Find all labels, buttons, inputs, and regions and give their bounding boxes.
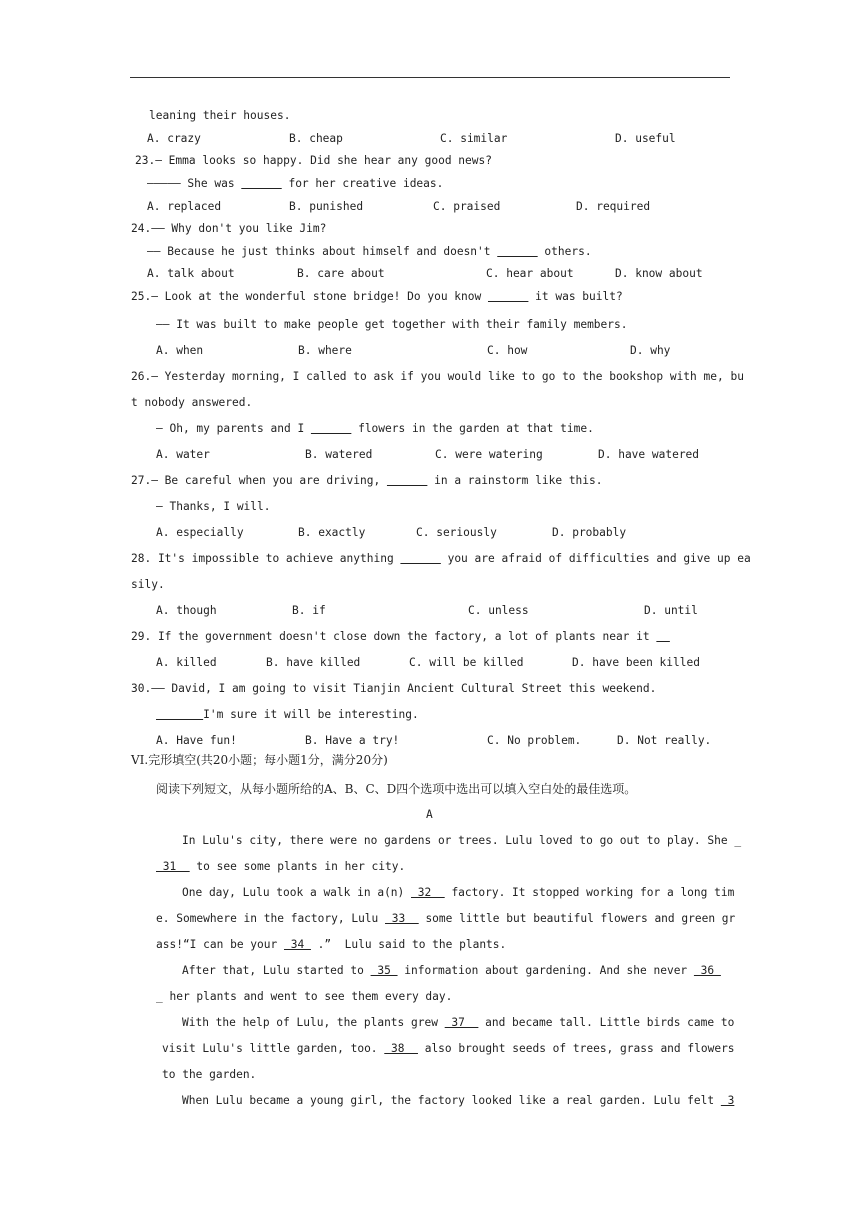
q24-question: 24.—— Why don't you like Jim? (131, 222, 327, 235)
passage-line: e. Somewhere in the factory, Lulu 33 some little but beautiful flowers and green gr (156, 912, 736, 925)
q23-option-a[interactable]: A. replaced (147, 200, 222, 213)
q29-option-b[interactable]: B. have killed (266, 656, 361, 669)
q26-option-a[interactable]: A. water (156, 448, 210, 461)
q27-option-c[interactable]: C. seriously (416, 526, 497, 539)
q25-option-d[interactable]: D. why (630, 344, 671, 357)
blank-34[interactable]: 34 (283, 938, 311, 951)
q23-question: 23.— Emma looks so happy. Did she hear any good news? (135, 154, 492, 167)
blank-31[interactable]: 31 (156, 860, 190, 873)
q27-option-a[interactable]: A. especially (156, 526, 244, 539)
q25-option-b[interactable]: B. where (298, 344, 352, 357)
q22-continuation: leaning their houses. (149, 109, 291, 122)
q29-question: 29. If the government doesn't close down the factory, a lot of plants near it (131, 630, 670, 644)
q25-option-a[interactable]: A. when (156, 344, 204, 357)
q25-blank[interactable] (488, 290, 528, 303)
header-rule (130, 77, 730, 78)
q29-option-a[interactable]: A. killed (156, 656, 217, 669)
q30-response: I'm sure it will be interesting. (156, 708, 419, 722)
q26-response: — Oh, my parents and I flowers in the garden at that time. (156, 422, 594, 435)
q30-option-c[interactable]: C. No problem. (487, 734, 582, 747)
q22-option-b[interactable]: B. cheap (289, 132, 343, 145)
passage-line: ass!“I can be your 34 .” Lulu said to the plants. (156, 938, 507, 951)
blank-32[interactable]: 32 (411, 886, 445, 899)
q24-option-c[interactable]: C. hear about (486, 267, 574, 280)
passage-line: to the garden. (162, 1068, 257, 1081)
q22-option-a[interactable]: A. crazy (147, 132, 201, 145)
q24-blank[interactable] (497, 245, 537, 258)
q28-option-b[interactable]: B. if (292, 604, 326, 617)
section-instruction: 阅读下列短文，从每小题所给的A、B、C、D四个选项中选出可以填入空白处的最佳选项。 (156, 782, 637, 796)
q28-question-line2: sily. (131, 578, 165, 591)
q24-option-b[interactable]: B. care about (297, 267, 385, 280)
q26-blank[interactable] (311, 422, 351, 435)
q28-question-line1: 28. It's impossible to achieve anything you are afraid of difficulties and give up ea (131, 552, 751, 565)
q27-option-d[interactable]: D. probably (552, 526, 627, 539)
q26-option-d[interactable]: D. have watered (598, 448, 700, 461)
q23-option-c[interactable]: C. praised (433, 200, 501, 213)
passage-line: One day, Lulu took a walk in a(n) 32 factory. It stopped working for a long tim (182, 886, 735, 899)
q27-blank[interactable] (387, 474, 427, 487)
q23-response: ————— She was for her creative ideas. (147, 177, 444, 190)
blank-33[interactable]: 33 (385, 912, 419, 925)
q25-response: —— It was built to make people get together with their family members. (156, 318, 628, 331)
q23-blank[interactable] (241, 177, 281, 190)
q27-response: — Thanks, I will. (156, 500, 271, 513)
q29-option-c[interactable]: C. will be killed (409, 656, 524, 669)
q24-option-d[interactable]: D. know about (615, 267, 703, 280)
passage-line: visit Lulu's little garden, too. 38 also brought seeds of trees, grass and flowers (162, 1042, 735, 1055)
q30-option-a[interactable]: A. Have fun! (156, 734, 237, 747)
blank-39[interactable]: 3 (720, 1094, 735, 1107)
q23-option-b[interactable]: B. punished (289, 200, 364, 213)
q29-option-d[interactable]: D. have been killed (572, 656, 700, 669)
q30-option-b[interactable]: B. Have a try! (305, 734, 400, 747)
q29-blank[interactable] (656, 630, 669, 643)
q28-option-a[interactable]: A. though (156, 604, 217, 617)
blank-37[interactable]: 37 (444, 1016, 479, 1029)
blank-35[interactable]: 35 (370, 964, 398, 977)
blank-38[interactable]: 38 (384, 1042, 418, 1055)
q28-option-c[interactable]: C. unless (468, 604, 529, 617)
q24-response: —— Because he just thinks about himself and doesn't others. (147, 245, 592, 258)
q27-option-b[interactable]: B. exactly (298, 526, 366, 539)
q23-option-d[interactable]: D. required (576, 200, 651, 213)
passage-line: When Lulu became a young girl, the factory looked like a real garden. Lulu felt 3 (182, 1094, 735, 1107)
q28-blank[interactable] (400, 552, 440, 565)
passage-line: 31 to see some plants in her city. (156, 860, 406, 873)
q25-option-c[interactable]: C. how (487, 344, 528, 357)
q27-question: 27.— Be careful when you are driving, in a rainstorm like this. (131, 474, 603, 487)
q30-blank[interactable] (156, 708, 203, 721)
q30-question: 30.—— David, I am going to visit Tianjin Ancient Cultural Street this weekend. (131, 682, 657, 695)
q22-option-d[interactable]: D. useful (615, 132, 676, 145)
q30-option-d[interactable]: D. Not really. (617, 734, 712, 747)
passage-line: After that, Lulu started to 35 information about gardening. And she never 36 (182, 964, 721, 977)
q26-question-line2: t nobody answered. (131, 396, 253, 409)
passage-line: _ her plants and went to see them every day. (156, 990, 453, 1003)
blank-36[interactable]: 36 (693, 964, 721, 977)
q28-option-d[interactable]: D. until (644, 604, 698, 617)
q22-option-c[interactable]: C. similar (440, 132, 508, 145)
passage-line: With the help of Lulu, the plants grew 37 and became tall. Little birds came to (182, 1016, 735, 1029)
q26-option-c[interactable]: C. were watering (435, 448, 543, 461)
q25-question: 25.— Look at the wonderful stone bridge! Do you know it was built? (131, 290, 623, 303)
passage-part-label: A (426, 808, 433, 821)
q26-option-b[interactable]: B. watered (305, 448, 373, 461)
q24-option-a[interactable]: A. talk about (147, 267, 235, 280)
passage-line: In Lulu's city, there were no gardens or trees. Lulu loved to go out to play. She _ (182, 834, 742, 847)
section-title: VI.完形填空(共20小题；每小题1分，满分20分) (131, 753, 388, 767)
q26-question-line1: 26.— Yesterday morning, I called to ask if you would like to go to the bookshop with me, bu (131, 370, 744, 383)
